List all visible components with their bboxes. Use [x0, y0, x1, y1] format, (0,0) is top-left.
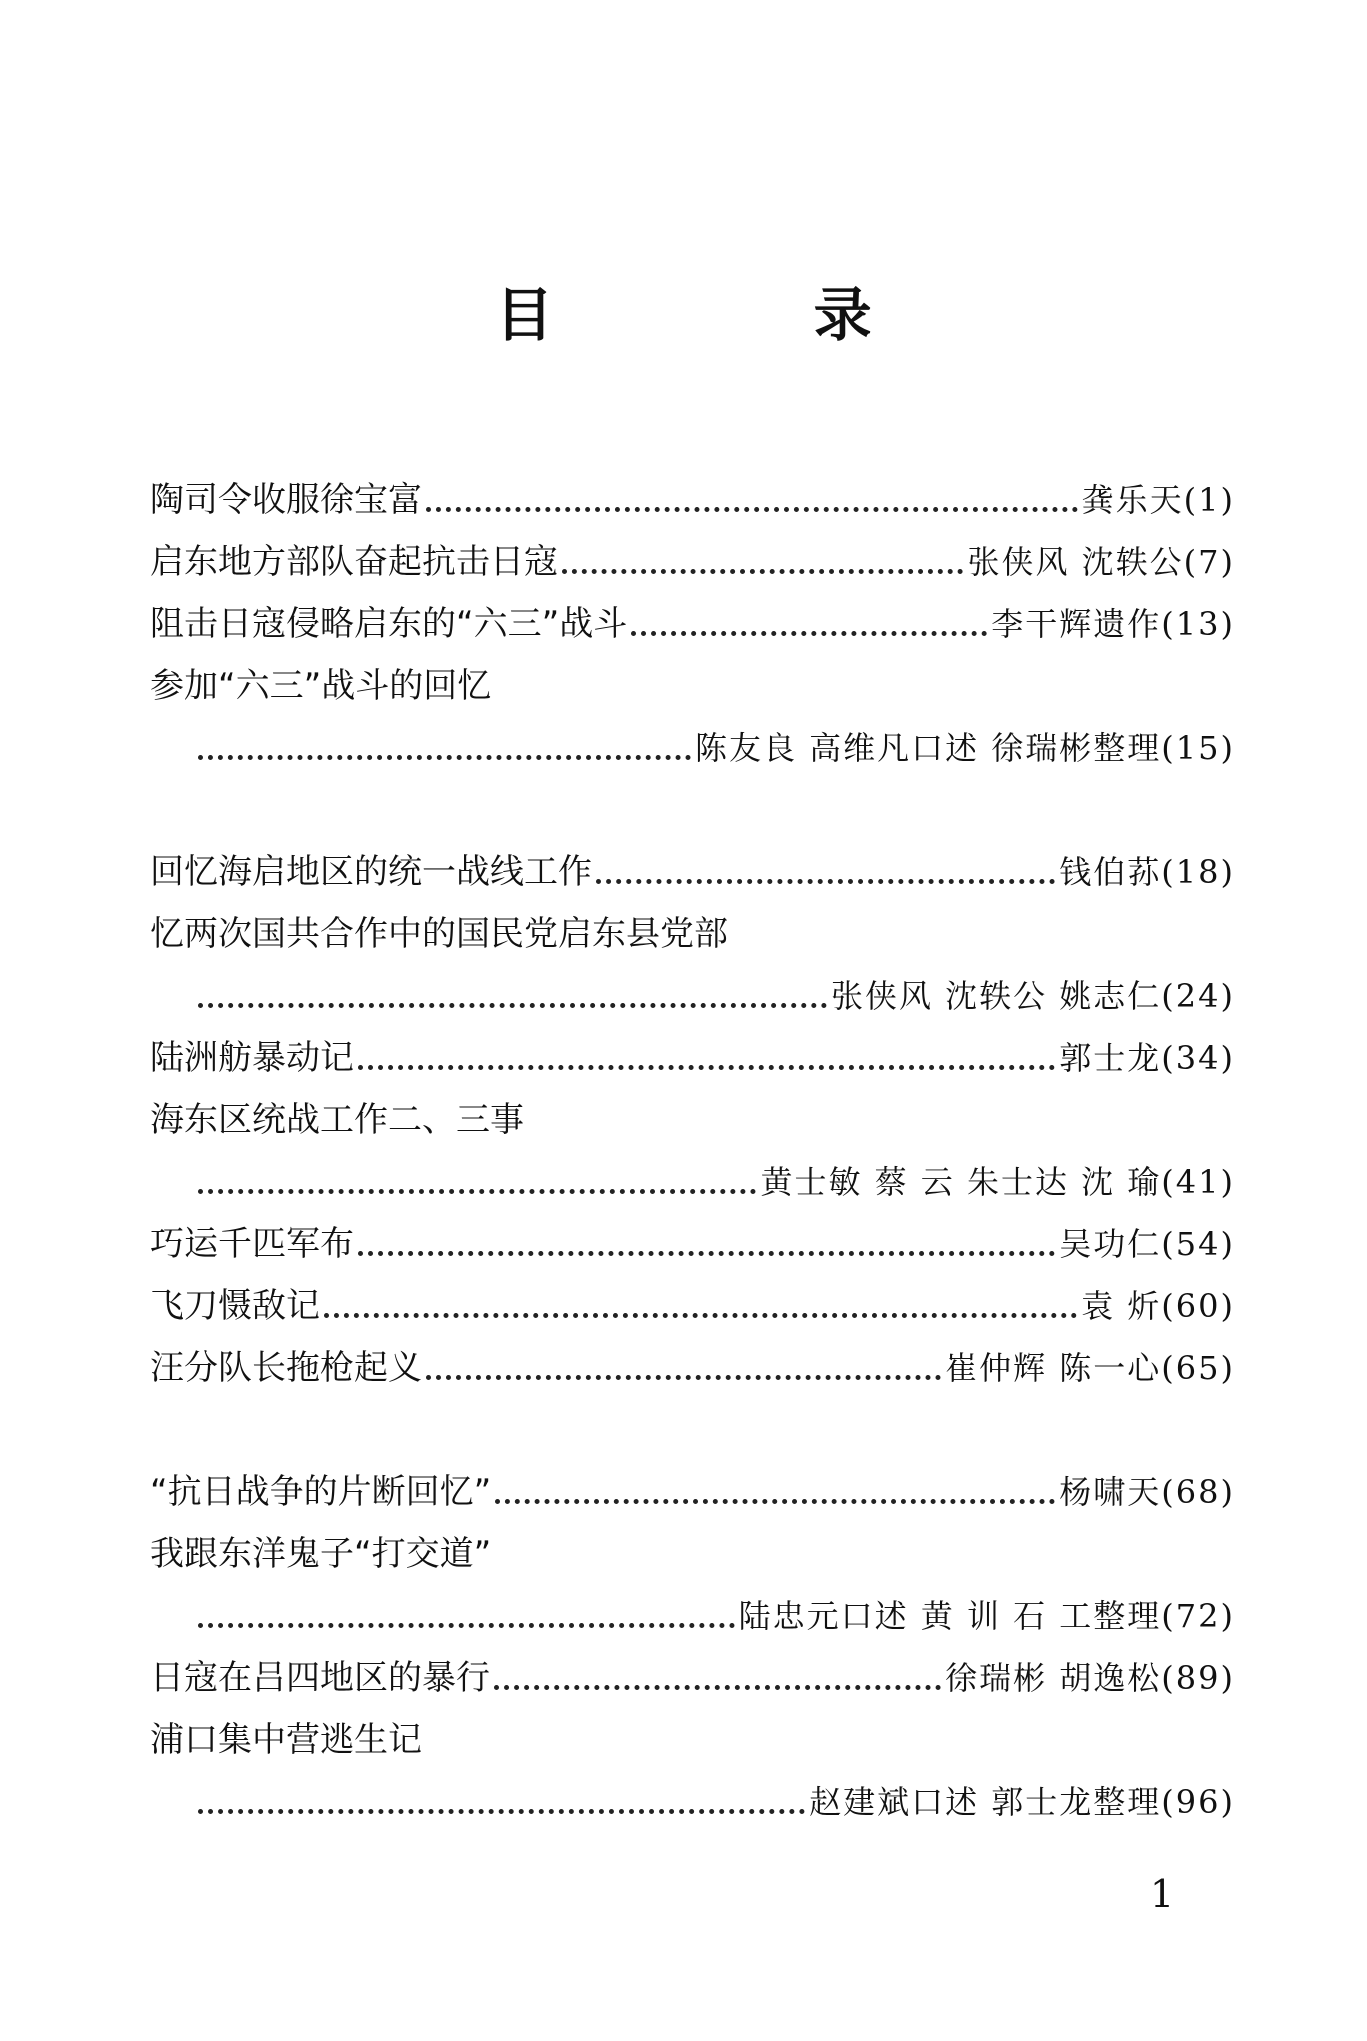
toc-entry: [150, 522, 1235, 584]
toc-entry: [150, 1700, 1235, 1762]
entry-title: 飞刀慑敌记: [150, 1286, 320, 1326]
entry-author-page: 赵建斌口述 郭士龙整理(96): [809, 1783, 1235, 1821]
entry-title: 回忆海启地区的统一战线工作: [150, 852, 592, 892]
leader-dots: [426, 1341, 941, 1380]
leader-dots: [562, 535, 963, 574]
toc-entry: [150, 1204, 1235, 1266]
entry-author-page: 陈友良 高维凡口述 徐瑞彬整理(15): [694, 729, 1235, 767]
toc-entry: [150, 1514, 1235, 1576]
entry-title: 忆两次国共合作中的国民党启东县党部: [150, 914, 728, 954]
leader-dots: [198, 721, 691, 760]
toc-entry: [150, 1452, 1235, 1514]
toc-entry: [150, 1266, 1235, 1328]
entry-author-page: 龚乐天(1): [1081, 481, 1235, 519]
leader-dots: [198, 969, 827, 1008]
entry-author-page: 崔仲辉 陈一心(65): [945, 1349, 1235, 1387]
entry-author-page: 杨啸天(68): [1059, 1473, 1235, 1511]
entry-author-page: 张侠风 沈轶公 姚志仁(24): [830, 977, 1235, 1015]
table-of-contents: [150, 460, 1235, 1824]
section-gap: [150, 1390, 1235, 1452]
toc-entry: [150, 1638, 1235, 1700]
entry-author-page: 郭士龙(34): [1059, 1039, 1235, 1077]
toc-entry: [150, 832, 1235, 894]
entry-title: “抗日战争的片断回忆”: [150, 1472, 492, 1512]
entry-author-page: 徐瑞彬 胡逸松(89): [945, 1659, 1235, 1697]
toc-entry-continuation: [150, 1576, 1235, 1638]
entry-author-page: 袁 炘(60): [1081, 1287, 1235, 1325]
entry-author-page: 张侠风 沈轶公(7): [967, 543, 1235, 581]
leader-dots: [426, 473, 1078, 512]
page-number: 1: [1150, 1872, 1175, 1916]
entry-title: 阻击日寇侵略启东的“六三”战斗: [150, 604, 628, 644]
entry-title: 启东地方部队奋起抗击日寇: [150, 542, 558, 582]
entry-title: 浦口集中营逃生记: [150, 1720, 422, 1760]
entry-title: 日寇在吕四地区的暴行: [150, 1658, 490, 1698]
entry-author-page: 吴功仁(54): [1059, 1225, 1235, 1263]
leader-dots: [631, 597, 987, 636]
toc-entry-continuation: [150, 1762, 1235, 1824]
toc-entry: [150, 1328, 1235, 1390]
page-title: 目 录: [495, 281, 992, 349]
leader-dots: [358, 1031, 1055, 1070]
section-gap: [150, 770, 1235, 832]
entry-author-page: 陆忠元口述 黄 训 石 工整理(72): [738, 1597, 1235, 1635]
toc-entry: [150, 646, 1235, 708]
entry-author-page: 钱伯荪(18): [1059, 853, 1235, 891]
toc-entry: [150, 1018, 1235, 1080]
toc-entry: [150, 584, 1235, 646]
entry-author-page: 李干辉遗作(13): [991, 605, 1235, 643]
entry-title: 我跟东洋鬼子“打交道”: [150, 1534, 492, 1574]
leader-dots: [596, 845, 1055, 884]
entry-title: 汪分队长拖枪起义: [150, 1348, 422, 1388]
toc-entry: [150, 1080, 1235, 1142]
leader-dots: [495, 1465, 1055, 1504]
toc-entry-continuation: [150, 708, 1235, 770]
toc-entry: [150, 894, 1235, 956]
leader-dots: [198, 1155, 756, 1194]
entry-title: 参加“六三”战斗的回忆: [150, 666, 492, 706]
leader-dots: [324, 1279, 1077, 1318]
toc-entry-continuation: [150, 1142, 1235, 1204]
leader-dots: [494, 1651, 941, 1690]
leader-dots: [198, 1589, 735, 1628]
leader-dots: [358, 1217, 1055, 1256]
entry-author-page: 黄士敏 蔡 云 朱士达 沈 瑜(41): [760, 1163, 1235, 1201]
toc-entry: [150, 460, 1235, 522]
entry-title: 陆洲舫暴动记: [150, 1038, 354, 1078]
entry-title: 巧运千匹军布: [150, 1224, 354, 1264]
entry-title: 海东区统战工作二、三事: [150, 1100, 524, 1140]
leader-dots: [198, 1775, 805, 1814]
toc-entry-continuation: [150, 956, 1235, 1018]
entry-title: 陶司令收服徐宝富: [150, 480, 422, 520]
